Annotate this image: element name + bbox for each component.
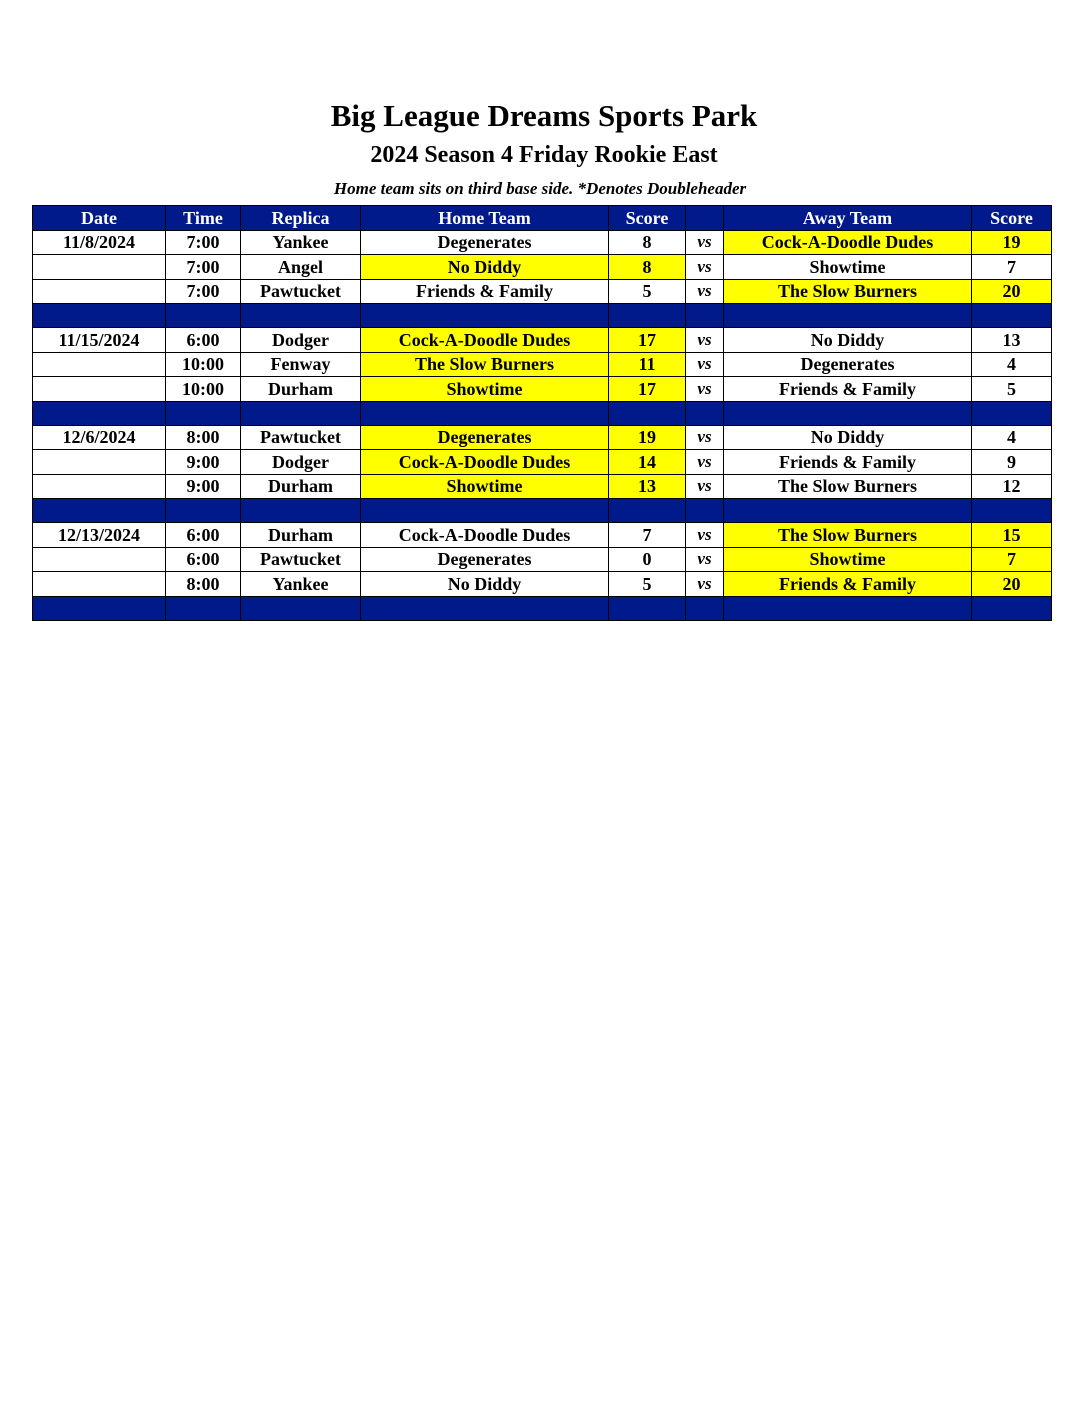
header-home-team: Home Team — [361, 206, 609, 231]
game-row — [33, 474, 1052, 499]
page-title: Big League Dreams Sports Park — [330, 98, 758, 133]
away-score: 20 — [972, 572, 1052, 597]
separator-cell — [609, 401, 686, 425]
vs-label: vs — [686, 255, 724, 280]
home-score: 5 — [609, 279, 686, 304]
game-row — [33, 523, 1052, 548]
home-team: Showtime — [361, 377, 609, 402]
away-team: Friends & Family — [724, 450, 972, 475]
week-separator-row — [33, 499, 1052, 523]
separator-cell — [166, 401, 241, 425]
game-replica-field: Pawtucket — [241, 425, 361, 450]
game-row — [33, 425, 1052, 450]
game-date — [33, 377, 166, 402]
header-row — [33, 206, 1052, 231]
vs-label: vs — [686, 523, 724, 548]
game-row — [33, 572, 1052, 597]
away-team: Friends & Family — [724, 377, 972, 402]
home-team: Friends & Family — [361, 279, 609, 304]
away-score: 12 — [972, 474, 1052, 499]
away-team: The Slow Burners — [724, 279, 972, 304]
game-time: 6:00 — [166, 523, 241, 548]
away-score: 4 — [972, 352, 1052, 377]
game-replica-field: Yankee — [241, 572, 361, 597]
separator-cell — [724, 304, 972, 328]
home-score: 13 — [609, 474, 686, 499]
separator-cell — [972, 304, 1052, 328]
separator-cell — [972, 401, 1052, 425]
away-team: Cock-A-Doodle Dudes — [724, 230, 972, 255]
separator-cell — [686, 596, 724, 620]
week-separator-row — [33, 596, 1052, 620]
vs-label: vs — [686, 279, 724, 304]
home-score: 7 — [609, 523, 686, 548]
home-team: Degenerates — [361, 547, 609, 572]
separator-cell — [241, 596, 361, 620]
separator-cell — [724, 401, 972, 425]
game-date: 11/8/2024 — [33, 230, 166, 255]
header-away-score: Score — [972, 206, 1052, 231]
separator-cell — [724, 596, 972, 620]
game-replica-field: Dodger — [241, 328, 361, 353]
game-row — [33, 547, 1052, 572]
game-row — [33, 352, 1052, 377]
game-row — [33, 450, 1052, 475]
week-separator-row — [33, 304, 1052, 328]
away-score: 4 — [972, 425, 1052, 450]
vs-label: vs — [686, 328, 724, 353]
game-date — [33, 572, 166, 597]
separator-cell — [166, 304, 241, 328]
game-replica-field: Pawtucket — [241, 547, 361, 572]
home-score: 14 — [609, 450, 686, 475]
game-date: 12/13/2024 — [33, 523, 166, 548]
header-away-team: Away Team — [724, 206, 972, 231]
game-replica-field: Durham — [241, 523, 361, 548]
game-replica-field: Durham — [241, 474, 361, 499]
home-score: 0 — [609, 547, 686, 572]
header-vs — [686, 206, 724, 231]
separator-cell — [361, 499, 609, 523]
home-score: 5 — [609, 572, 686, 597]
separator-cell — [241, 499, 361, 523]
vs-label: vs — [686, 352, 724, 377]
separator-cell — [361, 596, 609, 620]
separator-cell — [166, 596, 241, 620]
away-score: 20 — [972, 279, 1052, 304]
away-score: 15 — [972, 523, 1052, 548]
away-score: 19 — [972, 230, 1052, 255]
game-date — [33, 450, 166, 475]
away-team: No Diddy — [724, 328, 972, 353]
game-replica-field: Fenway — [241, 352, 361, 377]
home-score: 17 — [609, 328, 686, 353]
game-time: 8:00 — [166, 425, 241, 450]
separator-cell — [241, 401, 361, 425]
home-team: Degenerates — [361, 425, 609, 450]
game-time: 8:00 — [166, 572, 241, 597]
separator-cell — [166, 499, 241, 523]
schedule-body — [33, 230, 1052, 620]
game-row — [33, 328, 1052, 353]
game-row — [33, 230, 1052, 255]
separator-cell — [241, 304, 361, 328]
game-row — [33, 279, 1052, 304]
separator-cell — [609, 596, 686, 620]
game-replica-field: Yankee — [241, 230, 361, 255]
away-team: The Slow Burners — [724, 474, 972, 499]
away-team: The Slow Burners — [724, 523, 972, 548]
home-team: Cock-A-Doodle Dudes — [361, 328, 609, 353]
away-score: 9 — [972, 450, 1052, 475]
vs-label: vs — [686, 572, 724, 597]
separator-cell — [361, 401, 609, 425]
separator-cell — [609, 499, 686, 523]
vs-label: vs — [686, 230, 724, 255]
game-date — [33, 474, 166, 499]
away-score: 13 — [972, 328, 1052, 353]
separator-cell — [33, 499, 166, 523]
game-replica-field: Dodger — [241, 450, 361, 475]
game-time: 10:00 — [166, 377, 241, 402]
game-date — [33, 352, 166, 377]
game-date — [33, 547, 166, 572]
game-replica-field: Angel — [241, 255, 361, 280]
game-time: 6:00 — [166, 547, 241, 572]
game-time: 9:00 — [166, 450, 241, 475]
game-time: 6:00 — [166, 328, 241, 353]
separator-cell — [33, 596, 166, 620]
game-time: 9:00 — [166, 474, 241, 499]
home-team: The Slow Burners — [361, 352, 609, 377]
vs-label: vs — [686, 474, 724, 499]
vs-label: vs — [686, 425, 724, 450]
home-team: Cock-A-Doodle Dudes — [361, 523, 609, 548]
separator-cell — [33, 401, 166, 425]
separator-cell — [33, 304, 166, 328]
home-team: Cock-A-Doodle Dudes — [361, 450, 609, 475]
game-time: 7:00 — [166, 279, 241, 304]
header-time: Time — [166, 206, 241, 231]
vs-label: vs — [686, 547, 724, 572]
home-score: 11 — [609, 352, 686, 377]
away-score: 5 — [972, 377, 1052, 402]
separator-cell — [686, 304, 724, 328]
away-team: Degenerates — [724, 352, 972, 377]
home-team: No Diddy — [361, 572, 609, 597]
home-score: 8 — [609, 230, 686, 255]
home-score: 19 — [609, 425, 686, 450]
away-team: Friends & Family — [724, 572, 972, 597]
home-score: 8 — [609, 255, 686, 280]
separator-cell — [361, 304, 609, 328]
vs-label: vs — [686, 377, 724, 402]
vs-label: vs — [686, 450, 724, 475]
page-subtitle: 2024 Season 4 Friday Rookie East — [370, 142, 718, 168]
separator-cell — [972, 499, 1052, 523]
home-team: Showtime — [361, 474, 609, 499]
separator-cell — [724, 499, 972, 523]
home-team: Degenerates — [361, 230, 609, 255]
game-replica-field: Durham — [241, 377, 361, 402]
header-home-score: Score — [609, 206, 686, 231]
game-row — [33, 255, 1052, 280]
schedule-table — [32, 205, 1052, 621]
game-replica-field: Pawtucket — [241, 279, 361, 304]
separator-cell — [972, 596, 1052, 620]
game-date — [33, 255, 166, 280]
away-score: 7 — [972, 547, 1052, 572]
game-row — [33, 377, 1052, 402]
game-date: 12/6/2024 — [33, 425, 166, 450]
away-team: No Diddy — [724, 425, 972, 450]
away-score: 7 — [972, 255, 1052, 280]
home-team: No Diddy — [361, 255, 609, 280]
header-date: Date — [33, 206, 166, 231]
game-date — [33, 279, 166, 304]
home-score: 17 — [609, 377, 686, 402]
game-time: 10:00 — [166, 352, 241, 377]
separator-cell — [609, 304, 686, 328]
schedule-note: Home team sits on third base side. *Denotes Doubleheader — [333, 179, 747, 198]
week-separator-row — [33, 401, 1052, 425]
header-replica: Replica — [241, 206, 361, 231]
game-time: 7:00 — [166, 230, 241, 255]
separator-cell — [686, 499, 724, 523]
separator-cell — [686, 401, 724, 425]
away-team: Showtime — [724, 547, 972, 572]
game-time: 7:00 — [166, 255, 241, 280]
away-team: Showtime — [724, 255, 972, 280]
game-date: 11/15/2024 — [33, 328, 166, 353]
